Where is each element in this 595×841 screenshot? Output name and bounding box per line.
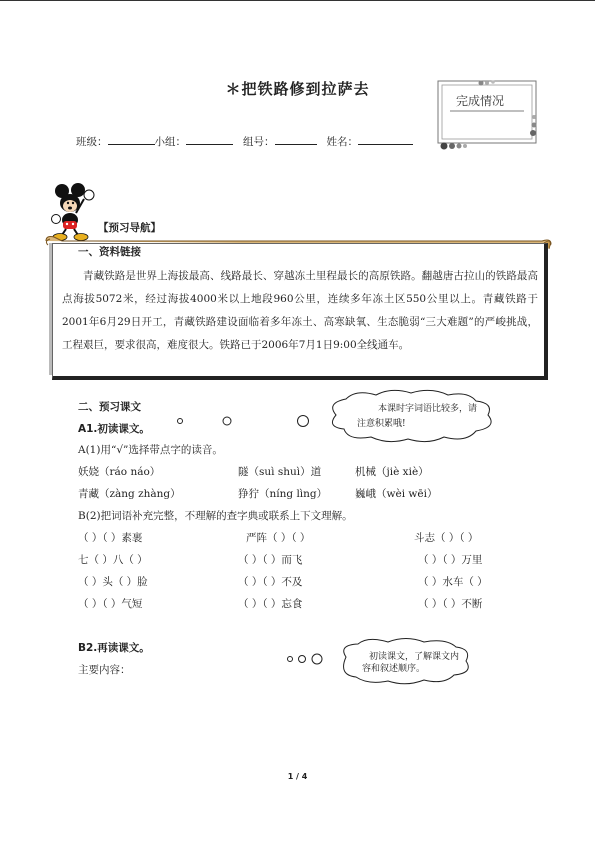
pinyin-item[interactable]: 隧（suì shuì）道 xyxy=(238,466,322,478)
name-blank[interactable] xyxy=(358,134,413,145)
b2-title: B2.再读课文。 xyxy=(78,642,150,654)
fill-item[interactable]: （ ）水车（ ） xyxy=(418,576,488,588)
group-blank[interactable] xyxy=(186,134,233,145)
page-title: ＊把铁路修到拉萨去 xyxy=(225,80,370,98)
fill-item[interactable]: （ ）头（ ）脸 xyxy=(78,576,148,588)
pinyin-item[interactable]: 妖娆（ráo náo） xyxy=(78,466,161,478)
pinyin-item[interactable]: 狰狞（níng lìng） xyxy=(238,488,328,500)
railway-paragraph: 青藏铁路是世界上海拔最高、线路最长、穿越冻土里程最长的高原铁路。翻越唐古拉山的铁路最高点海拔5072米，经过海拔4000米以上地段960公里，连续多年冻土区550公里以上。青藏铁路于2001年6月29日开工，青藏铁路建设面临着多年冻土、高寒缺氧、生态脆弱“三大难题”的严峻挑战，工程艰巨，要求很高，难度很大。铁路已于2006年7月1日9:00全线通车。 xyxy=(62,270,538,351)
completion-status-box[interactable] xyxy=(436,77,540,150)
preview-guide-heading: 【预习导航】 xyxy=(98,222,161,234)
a1-instruction: A(1)用“√”选择带点字的读音。 xyxy=(78,444,223,456)
hint-cloud-1-line2: 注意积累哦! xyxy=(357,419,406,429)
fill-item[interactable]: 斗志（ ）（ ） xyxy=(414,532,479,544)
fill-item[interactable]: （ ）（ ）万里 xyxy=(418,554,483,566)
fill-item[interactable]: （ ）（ ）素裹 xyxy=(78,532,143,544)
pinyin-item[interactable]: 巍峨（wèi wēi） xyxy=(355,488,438,500)
section1-title: 一、资料链接 xyxy=(78,246,141,258)
name-label: 姓名： xyxy=(326,136,358,148)
hint-cloud-2-line1: 初读课文，了解课文内 xyxy=(369,652,460,662)
class-label: 班级： xyxy=(76,136,108,148)
hint-cloud-2-line2: 容和叙述顺序。 xyxy=(362,664,426,674)
class-blank[interactable] xyxy=(108,134,155,145)
team-label: 组号： xyxy=(243,136,275,148)
status-label: 完成情况 xyxy=(456,94,505,108)
fill-item[interactable]: （ ）（ ）不及 xyxy=(238,576,303,588)
section2-title: 二、预习课文 xyxy=(78,401,141,413)
fill-item[interactable]: （ ）（ ）不断 xyxy=(418,598,483,610)
mickey-mouse-icon xyxy=(50,183,98,241)
fill-item[interactable]: 七（ ）八（ ） xyxy=(78,554,148,566)
top-rule xyxy=(0,0,595,1)
fill-item[interactable]: （ ）（ ）而飞 xyxy=(238,554,303,566)
main-content-label: 主要内容： xyxy=(78,664,131,676)
fill-item[interactable]: （ ）（ ）气短 xyxy=(78,598,143,610)
a1-title: A1.初读课文。 xyxy=(78,423,150,435)
b2-instruction: B(2)把词语补充完整，不理解的查字典或联系上下文理解。 xyxy=(78,510,353,522)
pinyin-item[interactable]: 机械（jiè xiè） xyxy=(355,466,429,478)
page-number: 1 / 4 xyxy=(287,772,308,781)
team-blank[interactable] xyxy=(275,134,317,145)
student-info-line xyxy=(76,134,413,149)
pinyin-item[interactable]: 青藏（zàng zhàng） xyxy=(78,488,181,500)
group-label: 小组： xyxy=(154,136,186,148)
hint-cloud-1-line1: 本课时字词语比较多，请 xyxy=(378,404,478,414)
status-frame-icon xyxy=(436,77,540,150)
fill-item[interactable]: （ ）（ ）忘食 xyxy=(238,598,303,610)
fill-item[interactable]: 严阵（ ）（ ） xyxy=(246,532,311,544)
